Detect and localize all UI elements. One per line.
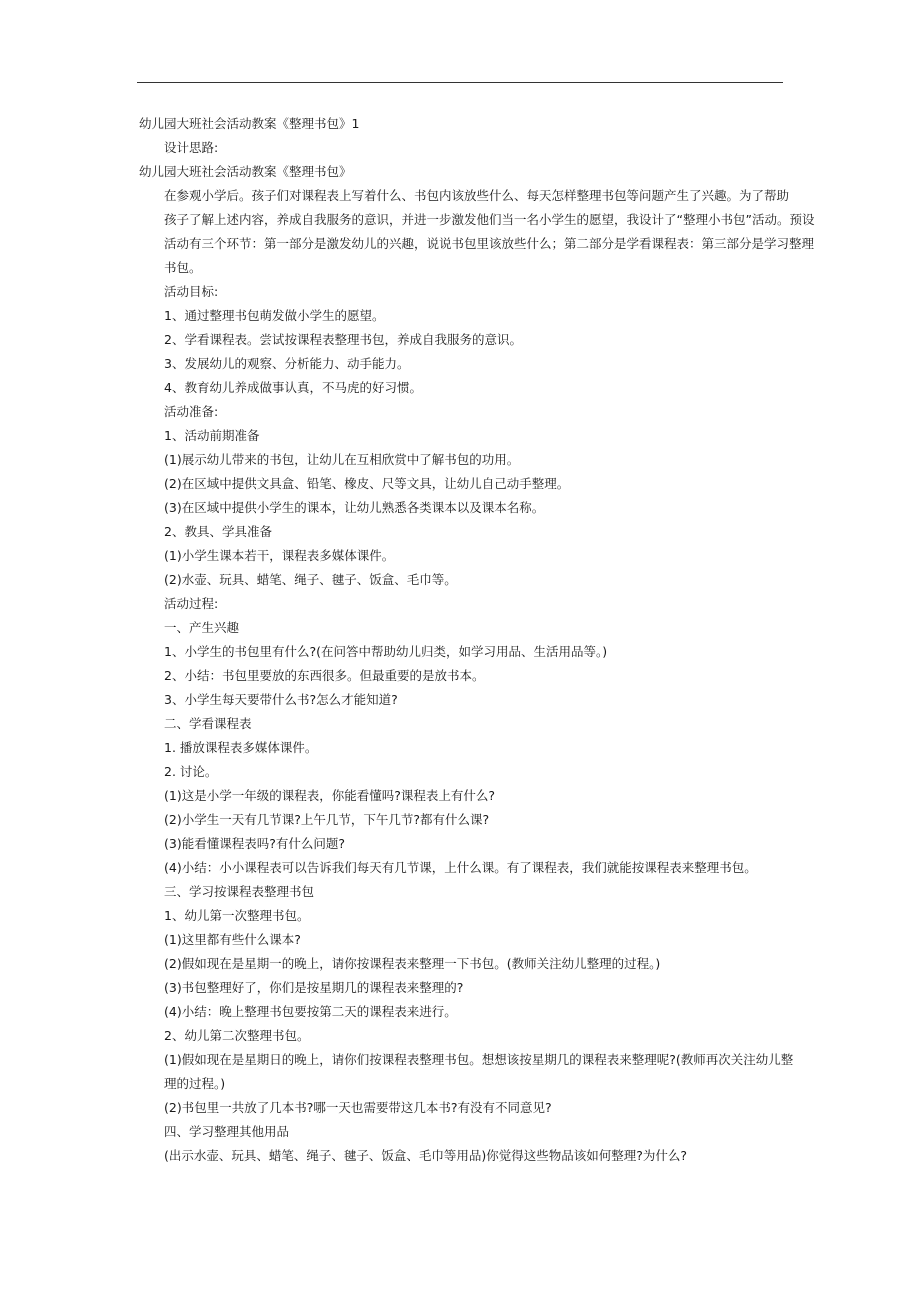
section3a-heading: 1、幼儿第一次整理书包。 [164,908,310,923]
prep2-heading: 2、教具、学具准备 [164,524,272,539]
document-title: 幼儿园大班社会活动教案《整理书包》1 [139,116,360,131]
document-body [139,112,815,1168]
section2-item: (4)小结：小小课程表可以告诉我们每天有几节课，上什么课。有了课程表，我们就能按课程表来整理书包。 [164,860,757,875]
intro-line: 书包。 [164,260,202,275]
prep2-item: (2)水壶、玩具、蜡笔、绳子、毽子、饭盒、毛巾等。 [164,572,457,587]
section4-heading: 四、学习整理其他用品 [164,1124,290,1139]
section3b-heading: 2、幼儿第二次整理书包。 [164,1028,310,1043]
question-line: (1)假如现在是星期日的晚上，请你们按课程表整理书包。想想该按星期几的课程表来整理呢?(教师再次关注幼儿整 [164,1052,794,1067]
goal-item: 1、通过整理书包萌发做小学生的愿望。 [164,308,385,323]
section3b-question2: (2)书包里一共放了几本书?哪一天也需要带这几本书?有没有不同意见? [164,1100,552,1115]
process-heading: 活动过程: [164,596,219,611]
prep1-item: (2)在区域中提供文具盒、铅笔、橡皮、尺等文具，让幼儿自己动手整理。 [164,476,570,491]
prep1-heading: 1、活动前期准备 [164,428,260,443]
section1-item: 2、小结：书包里要放的东西很多。但最重要的是放书本。 [164,668,485,683]
section2-item: (3)能看懂课程表吗?有什么问题? [164,836,345,851]
section3-heading: 三、学习按课程表整理书包 [164,884,315,899]
section2-item: 2. 讨论。 [164,764,218,779]
goal-item: 3、发展幼儿的观察、分析能力、动手能力。 [164,356,410,371]
prep-heading: 活动准备: [164,404,219,419]
section3a-item: (4)小结：晚上整理书包要按第二天的课程表来进行。 [164,1004,457,1019]
goal-item: 4、教育幼儿养成做事认真，不马虎的好习惯。 [164,380,422,395]
document-subtitle: 幼儿园大班社会活动教案《整理书包》 [139,164,352,179]
section4-text: (出示水壶、玩具、蜡笔、绳子、毽子、饭盒、毛巾等用品)你觉得这些物品该如何整理?为什么? [164,1148,688,1163]
question-line: 理的过程。) [164,1076,226,1091]
section1-item: 1、小学生的书包里有什么?(在问答中帮助幼儿归类，如学习用品、生活用品等。) [164,644,608,659]
section2-item: (2)小学生一天有几节课?上午几节，下午几节?都有什么课? [164,812,490,827]
intro-line: 活动有三个环节：第一部分是激发幼儿的兴趣，说说书包里该放些什么；第二部分是学看课程表：第三部分是学习整理 [164,236,815,251]
prep2-item: (1)小学生课本若干，课程表多媒体课件。 [164,548,395,563]
section3a-item: (3)书包整理好了，你们是按星期几的课程表来整理的? [164,980,464,995]
intro-line: 孩子了解上述内容，养成自我服务的意识，并进一步激发他们当一名小学生的愿望，我设计了“整理小书包”活动。预设 [164,212,815,227]
header-rule [137,82,783,83]
section3a-item: (1)这里都有些什么课本? [164,932,301,947]
goals-heading: 活动目标: [164,284,219,299]
intro-line: 在参观小学后。孩子们对课程表上写着什么、书包内该放些什么、每天怎样整理书包等问题产生了兴趣。为了帮助 [164,188,790,203]
section2-item: 1. 播放课程表多媒体课件。 [164,740,318,755]
section3b-question1 [139,1048,794,1096]
intro-paragraph [139,184,815,280]
section2-item: (1)这是小学一年级的课程表，你能看懂吗?课程表上有什么? [164,788,495,803]
prep1-item: (3)在区域中提供小学生的课本，让幼儿熟悉各类课本以及课本名称。 [164,500,545,515]
section1-heading: 一、产生兴趣 [164,620,240,635]
section1-item: 3、小学生每天要带什么书?怎么才能知道? [164,692,398,707]
prep1-item: (1)展示幼儿带来的书包，让幼儿在互相欣赏中了解书包的功用。 [164,452,520,467]
section3a-item: (2)假如现在是星期一的晚上，请你按课程表来整理一下书包。(教师关注幼儿整理的过程。) [164,956,661,971]
design-label: 设计思路: [164,140,219,155]
section2-heading: 二、学看课程表 [164,716,252,731]
goal-item: 2、学看课程表。尝试按课程表整理书包，养成自我服务的意识。 [164,332,522,347]
